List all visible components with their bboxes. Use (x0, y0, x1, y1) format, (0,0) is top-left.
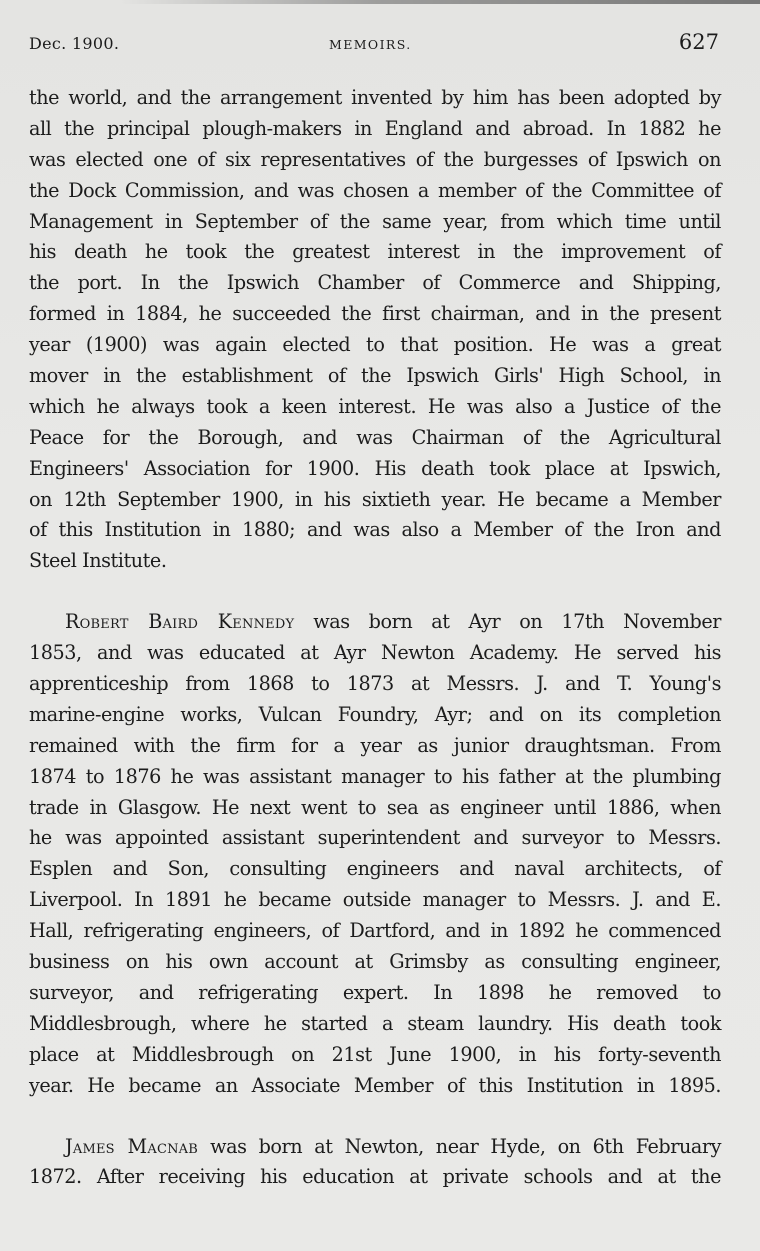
text-line: Engineers' Association for 1900. His death took place at Ipswich, (29, 456, 721, 480)
text-line: trade in Glasgow. He next went to sea as engineer until 1886, when (29, 795, 721, 819)
text-line: Peace for the Borough, and was Chairman of the Agricultural (29, 425, 721, 449)
text-line: Esplen and Son, consulting engineers and naval architects, of (29, 857, 721, 881)
text-line: Management in September of the same year, from which time until (29, 209, 721, 233)
body-text (29, 83, 721, 1193)
text-line: marine-engine works, Vulcan Foundry, Ayr; and on its completion (29, 702, 721, 726)
text-line: the port. In the Ipswich Chamber of Commerce and Shipping, (29, 271, 721, 295)
text-line: which he always took a keen interest. He was also a Justice of the (29, 394, 721, 418)
text-line: on 12th September 1900, in his sixtieth year. He became a Member (29, 487, 721, 511)
text-line: apprenticeship from 1868 to 1873 at Messrs. J. and T. Young's (29, 672, 721, 696)
text-fragment: was born at Ayr on 17th November (294, 610, 722, 634)
text-line: 1874 to 1876 he was assistant manager to his father at the plumbing (29, 764, 721, 788)
memoir-name: James Macnab (65, 1134, 199, 1158)
text-line: place at Middlesbrough on 21st June 1900, in his forty-seventh (29, 1042, 721, 1066)
text-line-first (29, 1132, 721, 1163)
running-head (29, 30, 719, 62)
text-line: remained with the firm for a year as junior draughtsman. From (29, 733, 721, 757)
text-line: of this Institution in 1880; and was also a Member of the Iron and (29, 518, 721, 542)
text-line: he was appointed assistant superintendent and surveyor to Messrs. (29, 826, 721, 850)
text-line: 1872. After receiving his education at private schools and at the (29, 1165, 721, 1189)
text-line: Middlesbrough, where he started a steam laundry. His death took (29, 1011, 721, 1035)
running-head-title: MEMOIRS. (329, 37, 412, 52)
text-line: mover in the establishment of the Ipswich Girls' High School, in (29, 364, 721, 388)
text-line: all the principal plough-makers in England and abroad. In 1882 he (29, 116, 721, 140)
paragraph-continuation (29, 83, 721, 577)
text-line: Hall, refrigerating engineers, of Dartford, and in 1892 he commenced (29, 919, 721, 943)
text-line: business on his own account at Grimsby as consulting engineer, (29, 950, 721, 974)
running-head-date: Dec. 1900. (29, 34, 120, 53)
memoir-name: Robert Baird Kennedy (65, 610, 295, 634)
memoir-macnab (29, 1132, 721, 1194)
text-line: year (1900) was again elected to that position. He was a great (29, 333, 721, 357)
text-line: 1853, and was educated at Ayr Newton Academy. He served his (29, 641, 721, 665)
text-line: was elected one of six representatives of the burgesses of Ipswich on (29, 147, 721, 171)
page-edge-shadow (120, 0, 760, 4)
text-line: Liverpool. In 1891 he became outside manager to Messrs. J. and E. (29, 888, 721, 912)
paragraph-gap (29, 577, 721, 607)
text-fragment: was born at Newton, near Hyde, on 6th February (198, 1134, 721, 1158)
text-line: formed in 1884, he succeeded the first chairman, and in the present (29, 302, 721, 326)
page-number: 627 (678, 30, 719, 54)
text-line: Steel Institute. (29, 549, 167, 573)
text-line-first (29, 607, 721, 638)
text-line: surveyor, and refrigerating expert. In 1898 he removed to (29, 980, 721, 1004)
paragraph-gap (29, 1102, 721, 1132)
text-line: the world, and the arrangement invented by him has been adopted by (29, 86, 721, 109)
text-line: his death he took the greatest interest in the improvement of (29, 240, 721, 264)
text-line: the Dock Commission, and was chosen a member of the Committee of (29, 178, 721, 202)
memoir-kennedy (29, 607, 721, 1101)
text-line: year. He became an Associate Member of this Institution in 1895. (29, 1073, 721, 1097)
